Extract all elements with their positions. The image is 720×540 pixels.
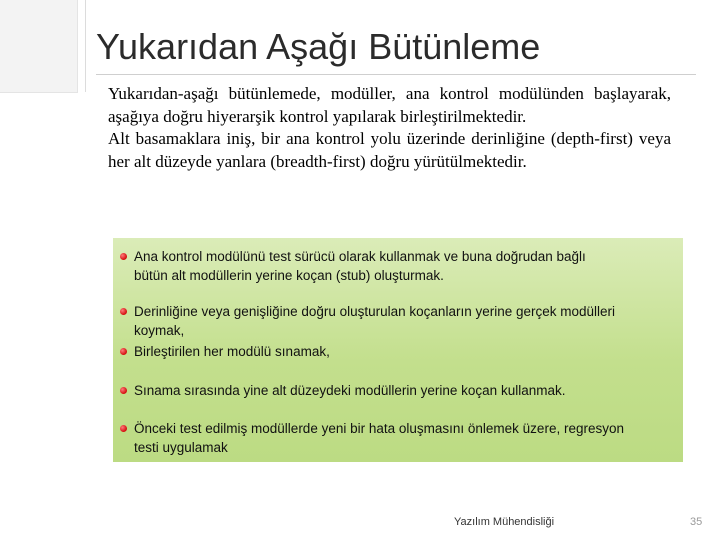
body-paragraph-2: Alt basamaklara iniş, bir ana kontrol yolu üzerinde derinliğine (depth-first) veya her alt düzeyde yanlara (breadth-first) doğru yürütülmektedir.: [108, 129, 671, 171]
bullet-item: [120, 342, 679, 361]
slide-footer: Yazılım Mühendisliği: [454, 516, 555, 528]
bullet-item: [120, 419, 679, 457]
body-paragraph-1: Yukarıdan-aşağı bütünlemede, modüller, ana kontrol modülünden başlayarak, aşağıya doğru hiyerarşik kontrol yapılarak birleştirilmektedir.: [108, 84, 671, 126]
bullet-dot-icon: [120, 253, 127, 260]
bullet-panel: [113, 238, 683, 462]
bullet-text: Ana kontrol modülünü test sürücü olarak kullanmak ve buna doğrudan bağlı bütün alt modüllerin yerine koçan (stub) oluşturmak.: [134, 249, 586, 283]
bullet-item: [120, 247, 679, 285]
bullet-text: Birleştirilen her modülü sınamak,: [134, 344, 330, 359]
bullet-item: [120, 381, 679, 400]
bullet-text: Önceki test edilmiş modüllerde yeni bir hata oluşmasını önlemek üzere, regresyon testi uygulamak: [134, 421, 624, 455]
bullet-text: Sınama sırasında yine alt düzeydeki modüllerin yerine koçan kullanmak.: [134, 383, 566, 398]
bullet-dot-icon: [120, 425, 127, 432]
title-divider: [96, 74, 696, 75]
corner-decoration: [0, 0, 78, 93]
bullet-dot-icon: [120, 387, 127, 394]
bullet-dot-icon: [120, 308, 127, 315]
vertical-divider: [85, 0, 86, 92]
bullet-text: Derinliğine veya genişliğine doğru oluşturulan koçanların yerine gerçek modülleri koymak,: [134, 304, 616, 338]
bullet-item: [120, 302, 679, 340]
slide-body: [108, 83, 671, 173]
bullet-dot-icon: [120, 348, 127, 355]
page-number: 35: [690, 516, 703, 528]
slide-title: Yukarıdan Aşağı Bütünleme: [96, 26, 541, 67]
